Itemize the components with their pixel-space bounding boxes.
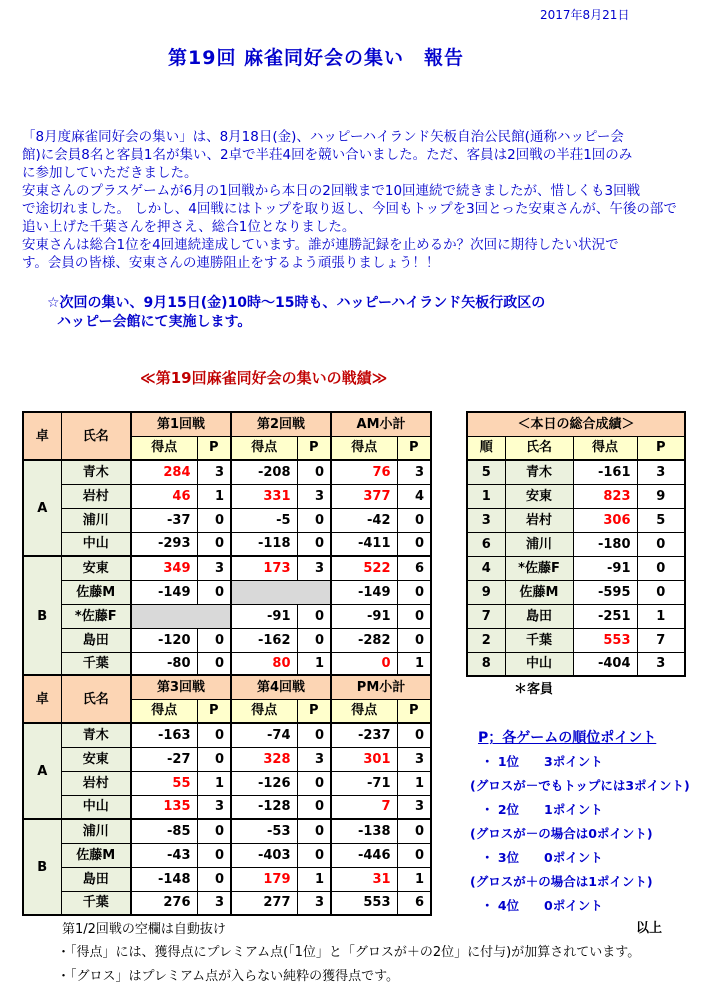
am-results-table (22, 411, 432, 677)
rank-cell: 1 (467, 484, 505, 508)
points-cell: 0 (397, 580, 431, 604)
player-name: 千葉 (505, 628, 573, 652)
blank-cell (131, 604, 231, 628)
points-header-cell: P (637, 436, 685, 460)
points-cell: 0 (297, 532, 331, 556)
points-cell: 1 (197, 484, 231, 508)
next-meeting-line: ハッピー会館にて実施します。 (57, 314, 252, 330)
points-cell: 0 (297, 628, 331, 652)
points-cell: 1 (637, 604, 685, 628)
table-row (23, 556, 431, 580)
rank-header-cell: 順 (467, 436, 505, 460)
score-cell: 377 (331, 484, 397, 508)
score-cell: 179 (231, 867, 297, 891)
player-name: 岩村 (61, 771, 131, 795)
game-header-cell: PM小計 (331, 675, 431, 699)
score-cell: 522 (331, 556, 397, 580)
report-line: 追い上げた千葉さんを押さえ、総合1位となりました。 (22, 219, 356, 235)
score-header-cell: 得点 (131, 436, 197, 460)
player-name: 浦川 (61, 819, 131, 843)
points-cell: 1 (397, 652, 431, 676)
rank-cell: 6 (467, 532, 505, 556)
score-cell: -71 (331, 771, 397, 795)
points-header-cell: P (297, 699, 331, 723)
points-cell: 5 (637, 508, 685, 532)
points-cell: 3 (297, 556, 331, 580)
table-row (23, 771, 431, 795)
table-row (467, 604, 685, 628)
game-header-cell: 第2回戦 (231, 412, 331, 436)
points-cell: 0 (197, 723, 231, 747)
header-row (467, 412, 685, 436)
points-cell: 6 (397, 556, 431, 580)
score-header-cell: 得点 (131, 699, 197, 723)
score-cell: 553 (331, 891, 397, 915)
points-cell: 0 (197, 819, 231, 843)
report-line: 安東さんは総合1位を4回連続達成しています。誰が連勝記録を止めるか？次回に期待したい状況で (22, 237, 619, 253)
table-row (23, 795, 431, 819)
points-cell: 0 (297, 819, 331, 843)
points-cell: 9 (637, 484, 685, 508)
game-header-cell: 第3回戦 (131, 675, 231, 699)
points-cell: 0 (297, 723, 331, 747)
pm-results-table (22, 674, 432, 916)
table-header-cell: 卓 (23, 675, 61, 723)
score-cell: -80 (131, 652, 197, 676)
header-row (23, 412, 431, 436)
table-row (23, 867, 431, 891)
score-cell: -5 (231, 508, 297, 532)
score-cell: 331 (231, 484, 297, 508)
score-header-cell: 得点 (573, 436, 637, 460)
next-meeting-line: ☆次回の集い、9月15日(金)10時～15時も、ハッピーハイランド矢板行政区の (47, 295, 546, 311)
game-header-cell: AM小計 (331, 412, 431, 436)
score-cell: 135 (131, 795, 197, 819)
points-rule-line: ・ 3位 0ポイント (481, 850, 603, 865)
score-cell: 7 (331, 795, 397, 819)
score-cell: 277 (231, 891, 297, 915)
report-line: 安東さんのプラスゲームが6月の1回戦から本日の2回戦まで10回連続で続きましたが、惜しくも3回戦 (22, 183, 641, 199)
score-cell: 80 (231, 652, 297, 676)
score-cell: 46 (131, 484, 197, 508)
table-row (467, 460, 685, 484)
points-rule-note: (グロスが＋の場合は1ポイント) (470, 874, 653, 889)
points-cell: 3 (637, 652, 685, 676)
points-cell: 0 (297, 795, 331, 819)
score-cell: 328 (231, 747, 297, 771)
table-row (23, 747, 431, 771)
score-cell: -120 (131, 628, 197, 652)
table-id-cell: A (23, 460, 61, 556)
points-cell: 4 (397, 484, 431, 508)
standings-title: ＜本日の総合成績＞ (467, 412, 685, 436)
score-cell: -91 (573, 556, 637, 580)
points-cell: 0 (197, 867, 231, 891)
table-row (467, 556, 685, 580)
points-cell: 0 (197, 508, 231, 532)
points-cell: 0 (397, 843, 431, 867)
points-header-cell: P (397, 699, 431, 723)
subheader-row (467, 436, 685, 460)
table-row (23, 508, 431, 532)
points-rules (470, 726, 690, 918)
table-row (23, 891, 431, 915)
points-cell: 6 (397, 891, 431, 915)
score-cell: -411 (331, 532, 397, 556)
points-cell: 0 (397, 723, 431, 747)
rank-cell: 9 (467, 580, 505, 604)
report-line: で途切れました。 しかし、4回戦にはトップを取り返し、今回もトップを3回とった安東さんが、午後の部で (22, 201, 677, 217)
points-cell: 0 (297, 843, 331, 867)
points-cell: 1 (397, 867, 431, 891)
rank-cell: 2 (467, 628, 505, 652)
rank-cell: 3 (467, 508, 505, 532)
points-cell: 3 (397, 795, 431, 819)
player-name: 島田 (61, 628, 131, 652)
table-row (23, 460, 431, 484)
table-row (23, 532, 431, 556)
score-cell: -446 (331, 843, 397, 867)
closing-remark: 以上 (636, 921, 663, 936)
overall-standings-table (466, 411, 686, 677)
points-cell: 3 (197, 795, 231, 819)
score-cell: -251 (573, 604, 637, 628)
score-cell: 31 (331, 867, 397, 891)
score-cell: 173 (231, 556, 297, 580)
table-row (23, 484, 431, 508)
table-row (23, 819, 431, 843)
score-cell: -37 (131, 508, 197, 532)
report-line: 「8月度麻雀同好会の集い」は、8月18日(金)、ハッピーハイランド矢板自治公民館(通称ハッピー会 (22, 129, 624, 145)
table-row (23, 580, 431, 604)
report-line: に参加していただきました。 (22, 165, 198, 181)
score-cell: -53 (231, 819, 297, 843)
results-heading: ≪第19回麻雀同好会の集いの戦績≫ (140, 369, 388, 387)
score-header-cell: 得点 (231, 436, 297, 460)
report-body (22, 128, 677, 272)
player-name: 中山 (505, 652, 573, 676)
rank-cell: 4 (467, 556, 505, 580)
points-rules-heading: P；各ゲームの順位ポイント (478, 730, 657, 746)
player-name: 中山 (61, 532, 131, 556)
player-name: 島田 (61, 867, 131, 891)
rank-cell: 5 (467, 460, 505, 484)
player-name: 島田 (505, 604, 573, 628)
name-header-cell: 氏名 (61, 412, 131, 460)
points-cell: 0 (197, 628, 231, 652)
points-cell: 0 (397, 532, 431, 556)
table-row (467, 652, 685, 676)
points-cell: 0 (197, 843, 231, 867)
score-cell: -595 (573, 580, 637, 604)
points-rule-line: ・ 2位 1ポイント (481, 802, 603, 817)
score-cell: 276 (131, 891, 197, 915)
score-cell: -282 (331, 628, 397, 652)
points-cell: 7 (637, 628, 685, 652)
footnote: ・「グロス」はプレミアム点が入らない純粋の獲得点です。 (57, 969, 400, 984)
points-cell: 1 (297, 652, 331, 676)
points-cell: 0 (297, 508, 331, 532)
player-name: *佐藤F (505, 556, 573, 580)
game-header-cell: 第4回戦 (231, 675, 331, 699)
points-rule-note: (グロスが－でもトップには3ポイント) (470, 778, 690, 793)
table-id-cell: A (23, 723, 61, 819)
score-cell: -91 (231, 604, 297, 628)
points-cell: 3 (297, 484, 331, 508)
player-name: 岩村 (61, 484, 131, 508)
blank-cell (231, 580, 331, 604)
score-cell: 553 (573, 628, 637, 652)
footnote: ・「得点」には、獲得点にプレミアム点(「1位」と「グロスが＋の2位」に付与)が加算されています。 (57, 945, 641, 960)
score-cell: 306 (573, 508, 637, 532)
player-name: 佐藤M (61, 580, 131, 604)
score-cell: -162 (231, 628, 297, 652)
points-cell: 0 (637, 532, 685, 556)
points-header-cell: P (197, 699, 231, 723)
report-date: 2017年8月21日 (540, 8, 630, 22)
player-name: 青木 (505, 460, 573, 484)
points-cell: 3 (297, 747, 331, 771)
points-cell: 0 (197, 532, 231, 556)
footnote: 第1/2回戦の空欄は自動抜け (62, 922, 226, 937)
report-line: 館)に会員8名と客員1名が集い、2卓で半荘4回を競い合いました。ただ、客員は2回戦の半荘1回のみ (22, 147, 633, 163)
player-name: *佐藤F (61, 604, 131, 628)
points-cell: 3 (297, 891, 331, 915)
score-cell: -126 (231, 771, 297, 795)
points-cell: 0 (197, 652, 231, 676)
page-title: 第19回 麻雀同好会の集い 報告 (168, 47, 465, 69)
player-name: 岩村 (505, 508, 573, 532)
score-header-cell: 得点 (231, 699, 297, 723)
am-results-body (23, 412, 431, 676)
table-row (23, 628, 431, 652)
player-name: 青木 (61, 460, 131, 484)
points-header-cell: P (197, 436, 231, 460)
points-cell: 0 (397, 819, 431, 843)
points-cell: 0 (297, 771, 331, 795)
score-cell: -208 (231, 460, 297, 484)
score-cell: 301 (331, 747, 397, 771)
score-cell: -74 (231, 723, 297, 747)
score-cell: 76 (331, 460, 397, 484)
table-row (467, 580, 685, 604)
points-header-cell: P (297, 436, 331, 460)
table-header-cell: 卓 (23, 412, 61, 460)
player-name: 安東 (61, 556, 131, 580)
points-cell: 0 (197, 580, 231, 604)
score-cell: 823 (573, 484, 637, 508)
points-cell: 3 (197, 460, 231, 484)
table-row (23, 843, 431, 867)
game-header-cell: 第1回戦 (131, 412, 231, 436)
score-cell: -118 (231, 532, 297, 556)
table-row (23, 652, 431, 676)
points-cell: 0 (197, 747, 231, 771)
player-name: 佐藤M (505, 580, 573, 604)
points-header-cell: P (397, 436, 431, 460)
points-cell: 1 (397, 771, 431, 795)
points-cell: 0 (297, 604, 331, 628)
score-cell: -43 (131, 843, 197, 867)
points-cell: 0 (637, 556, 685, 580)
player-name: 中山 (61, 795, 131, 819)
player-name: 青木 (61, 723, 131, 747)
player-name: 浦川 (61, 508, 131, 532)
player-name: 佐藤M (61, 843, 131, 867)
guest-note: ＊客員 (514, 682, 554, 697)
points-cell: 3 (397, 460, 431, 484)
points-rule-note: (グロスが－の場合は0ポイント) (470, 826, 653, 841)
report-line: す。会員の皆様、安東さんの連勝阻止をするよう頑張りましょう！！ (22, 255, 440, 271)
score-cell: 0 (331, 652, 397, 676)
player-name: 千葉 (61, 891, 131, 915)
points-rule-line: ・ 1位 3ポイント (481, 754, 603, 769)
points-cell: 0 (297, 460, 331, 484)
name-header-cell: 氏名 (61, 675, 131, 723)
table-row (23, 604, 431, 628)
score-cell: 284 (131, 460, 197, 484)
points-cell: 1 (197, 771, 231, 795)
score-cell: -403 (231, 843, 297, 867)
score-cell: -180 (573, 532, 637, 556)
table-row (23, 723, 431, 747)
points-cell: 3 (197, 891, 231, 915)
rank-cell: 7 (467, 604, 505, 628)
player-name: 安東 (61, 747, 131, 771)
points-cell: 3 (637, 460, 685, 484)
score-cell: -163 (131, 723, 197, 747)
score-cell: -237 (331, 723, 397, 747)
name-header-cell: 氏名 (505, 436, 573, 460)
score-header-cell: 得点 (331, 699, 397, 723)
score-cell: -161 (573, 460, 637, 484)
score-cell: -128 (231, 795, 297, 819)
pm-results-body (23, 675, 431, 915)
player-name: 安東 (505, 484, 573, 508)
score-cell: 349 (131, 556, 197, 580)
points-cell: 0 (397, 604, 431, 628)
overall-standings-body (467, 412, 685, 676)
score-cell: -404 (573, 652, 637, 676)
player-name: 千葉 (61, 652, 131, 676)
score-cell: -293 (131, 532, 197, 556)
score-cell: -149 (131, 580, 197, 604)
score-cell: 55 (131, 771, 197, 795)
points-cell: 1 (297, 867, 331, 891)
points-cell: 3 (197, 556, 231, 580)
score-cell: -42 (331, 508, 397, 532)
table-row (467, 484, 685, 508)
table-row (467, 508, 685, 532)
points-cell: 0 (397, 628, 431, 652)
score-header-cell: 得点 (331, 436, 397, 460)
score-cell: -27 (131, 747, 197, 771)
points-cell: 3 (397, 747, 431, 771)
player-name: 浦川 (505, 532, 573, 556)
points-cell: 0 (637, 580, 685, 604)
next-meeting-notice (47, 294, 545, 332)
score-cell: -138 (331, 819, 397, 843)
score-cell: -85 (131, 819, 197, 843)
table-id-cell: B (23, 556, 61, 676)
rank-cell: 8 (467, 652, 505, 676)
score-cell: -91 (331, 604, 397, 628)
score-cell: -149 (331, 580, 397, 604)
points-rule-line: ・ 4位 0ポイント (481, 898, 603, 913)
table-row (467, 628, 685, 652)
points-cell: 0 (397, 508, 431, 532)
header-row (23, 675, 431, 699)
score-cell: -148 (131, 867, 197, 891)
table-id-cell: B (23, 819, 61, 915)
table-row (467, 532, 685, 556)
